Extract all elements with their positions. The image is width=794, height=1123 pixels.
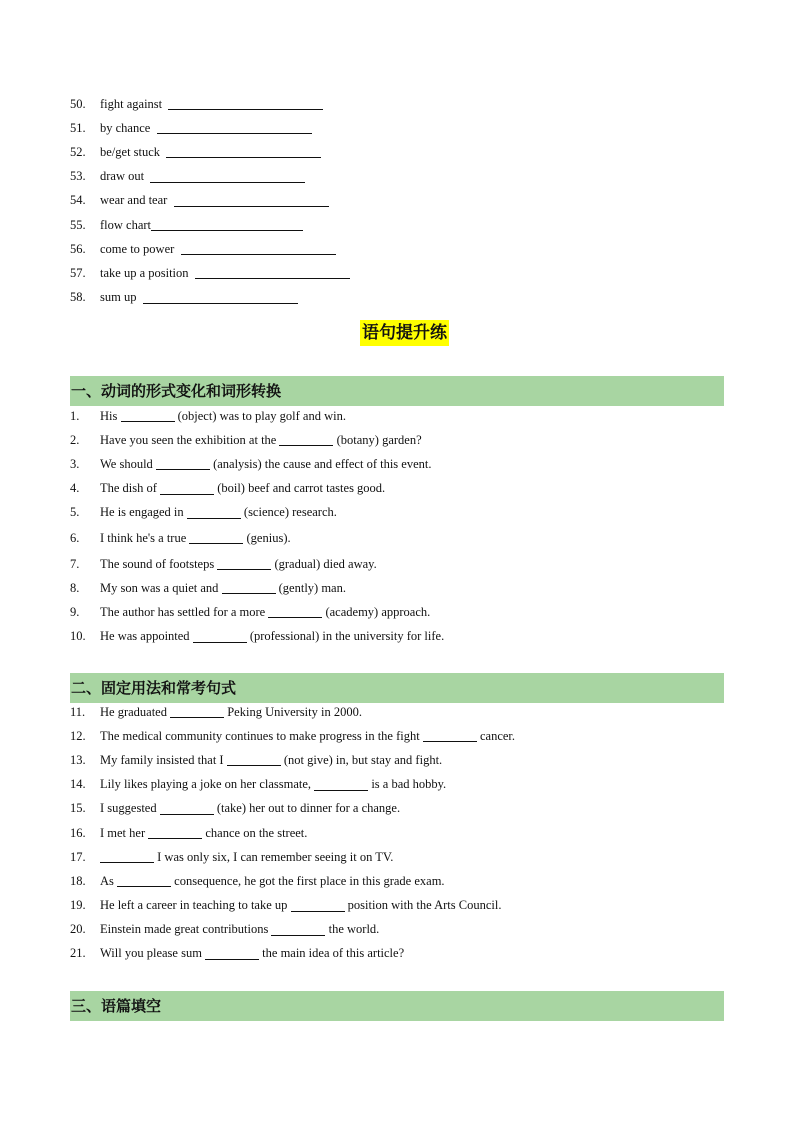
answer-blank[interactable] — [160, 803, 214, 815]
question-text-after: (take) her out to dinner for a change. — [213, 801, 401, 816]
question-number: 21. — [70, 946, 86, 961]
vocab-phrase: fight against — [100, 96, 169, 111]
answer-blank[interactable] — [222, 582, 276, 594]
section-heading: 一、动词的形式变化和词形转换 — [70, 376, 724, 406]
vocab-number: 56. — [70, 241, 86, 256]
question-text-after: Peking University in 2000. — [224, 704, 362, 719]
question-number: 14. — [70, 777, 86, 792]
question-text-after: (professional) in the university for life. — [246, 629, 445, 644]
question-number: 15. — [70, 801, 86, 816]
vocab-item — [70, 189, 730, 213]
vocab-phrase: by chance — [100, 120, 157, 135]
answer-blank[interactable] — [170, 706, 224, 718]
question-item — [70, 576, 730, 600]
question-list — [70, 700, 730, 966]
question-number: 4. — [70, 481, 80, 496]
question-text-after: position with the Arts Council. — [344, 898, 502, 913]
question-text-after: (genius). — [243, 530, 291, 545]
question-number: 2. — [70, 432, 80, 447]
question-number: 16. — [70, 825, 86, 840]
question-number: 8. — [70, 580, 80, 595]
vocab-item — [70, 116, 730, 140]
vocab-item — [70, 92, 730, 116]
question-number: 19. — [70, 898, 86, 913]
question-number: 17. — [70, 849, 86, 864]
vocab-phrase: flow chart — [100, 217, 152, 232]
question-item — [70, 797, 730, 821]
question-item — [70, 724, 730, 748]
question-number: 9. — [70, 604, 80, 619]
question-text-before: My family insisted that I — [100, 752, 227, 767]
question-number: 6. — [70, 530, 80, 545]
answer-blank[interactable] — [195, 267, 350, 279]
question-item — [70, 404, 730, 428]
question-text-before: He is engaged in — [100, 505, 187, 520]
question-text-after: (object) was to play golf and win. — [174, 408, 346, 423]
question-item — [70, 894, 730, 918]
answer-blank[interactable] — [205, 948, 259, 960]
vocab-number: 57. — [70, 265, 86, 280]
answer-blank[interactable] — [291, 900, 345, 912]
answer-blank[interactable] — [100, 851, 154, 863]
question-item — [70, 869, 730, 893]
answer-blank[interactable] — [150, 171, 305, 183]
answer-blank[interactable] — [157, 122, 312, 134]
question-text-after: the main idea of this article? — [259, 946, 405, 961]
answer-blank[interactable] — [156, 458, 210, 470]
question-number: 20. — [70, 922, 86, 937]
question-text-after: (gently) man. — [275, 580, 346, 595]
answer-blank[interactable] — [279, 434, 333, 446]
question-text-after: consequence, he got the first place in this grade exam. — [171, 873, 445, 888]
question-item — [70, 748, 730, 772]
question-number: 10. — [70, 629, 86, 644]
vocab-phrase: be/get stuck — [100, 144, 167, 159]
answer-blank[interactable] — [148, 827, 202, 839]
vocab-phrase: wear and tear — [100, 193, 174, 208]
question-number: 5. — [70, 505, 80, 520]
question-item — [70, 600, 730, 624]
answer-blank[interactable] — [160, 483, 214, 495]
question-text-before: The author has settled for a more — [100, 604, 269, 619]
vocab-number: 51. — [70, 120, 86, 135]
question-text-before: He was appointed — [100, 629, 193, 644]
vocab-item — [70, 213, 730, 237]
question-text-before: The medical community continues to make progress in the fight — [100, 728, 423, 743]
question-text-after: (botany) garden? — [333, 432, 422, 447]
question-text-before: He left a career in teaching to take up — [100, 898, 291, 913]
question-text-before: I think he's a true — [100, 530, 190, 545]
vocab-number: 52. — [70, 144, 86, 159]
question-number: 13. — [70, 752, 86, 767]
answer-blank[interactable] — [268, 606, 322, 618]
question-text-after: (gradual) died away. — [271, 556, 377, 571]
question-number: 11. — [70, 704, 86, 719]
vocab-number: 55. — [70, 217, 86, 232]
answer-blank[interactable] — [189, 532, 243, 544]
question-item — [70, 625, 730, 649]
section-heading: 三、语篇填空 — [70, 991, 724, 1021]
question-item — [70, 501, 730, 525]
question-text-before: We should — [100, 456, 156, 471]
vocab-item — [70, 286, 730, 310]
vocab-phrase: draw out — [100, 169, 151, 184]
answer-blank[interactable] — [227, 754, 281, 766]
question-list — [70, 404, 730, 649]
question-text-after: the world. — [325, 922, 380, 937]
question-item — [70, 452, 730, 476]
question-number: 12. — [70, 728, 86, 743]
question-item — [70, 845, 730, 869]
question-text-before: His — [100, 408, 121, 423]
question-text-before: I suggested — [100, 801, 160, 816]
answer-blank[interactable] — [181, 243, 336, 255]
answer-blank[interactable] — [271, 924, 325, 936]
question-text-before: I met her — [100, 825, 149, 840]
vocab-phrase: come to power — [100, 241, 181, 256]
question-text-before: The dish of — [100, 481, 161, 496]
answer-blank[interactable] — [121, 410, 175, 422]
vocab-number: 53. — [70, 169, 86, 184]
question-text-after: (not give) in, but stay and fight. — [280, 752, 443, 767]
question-number: 7. — [70, 556, 80, 571]
vocab-phrase: take up a position — [100, 265, 195, 280]
answer-blank[interactable] — [117, 875, 171, 887]
question-number: 3. — [70, 456, 80, 471]
question-text-after: (analysis) the cause and effect of this event. — [209, 456, 432, 471]
question-text-before: My son was a quiet and — [100, 580, 222, 595]
vocab-number: 54. — [70, 193, 86, 208]
question-text-before: Einstein made great contributions — [100, 922, 272, 937]
answer-blank[interactable] — [151, 219, 303, 231]
question-text-after: cancer. — [476, 728, 516, 743]
question-text-before: Will you please sum — [100, 946, 206, 961]
question-item — [70, 525, 730, 552]
question-text-after: chance on the street. — [202, 825, 308, 840]
page-title: 语句提升练 — [360, 320, 449, 346]
answer-blank[interactable] — [166, 146, 321, 158]
question-item — [70, 428, 730, 452]
answer-blank[interactable] — [187, 507, 241, 519]
question-number: 1. — [70, 408, 80, 423]
vocab-number: 58. — [70, 290, 86, 305]
answer-blank[interactable] — [423, 730, 477, 742]
question-text-before: Have you seen the exhibition at the — [100, 432, 280, 447]
question-text-before: Lily likes playing a joke on her classmate, — [100, 777, 315, 792]
question-item — [70, 821, 730, 845]
vocab-item — [70, 237, 730, 261]
vocab-number: 50. — [70, 96, 86, 111]
vocab-phrase: sum up — [100, 290, 143, 305]
question-text-after: I was only six, I can remember seeing it on TV. — [154, 849, 394, 864]
question-text-after: (science) research. — [240, 505, 337, 520]
question-item — [70, 700, 730, 724]
question-item — [70, 477, 730, 501]
question-text-before: He graduated — [100, 704, 171, 719]
vocab-item — [70, 165, 730, 189]
answer-blank[interactable] — [168, 98, 323, 110]
vocab-item — [70, 261, 730, 285]
section-heading: 二、固定用法和常考句式 — [70, 673, 724, 703]
question-text-before: The sound of footsteps — [100, 556, 218, 571]
answer-blank[interactable] — [174, 195, 329, 207]
answer-blank[interactable] — [193, 631, 247, 643]
answer-blank[interactable] — [314, 779, 368, 791]
answer-blank[interactable] — [217, 558, 271, 570]
question-text-after: is a bad hobby. — [368, 777, 447, 792]
question-item — [70, 552, 730, 576]
question-item — [70, 942, 730, 966]
question-number: 18. — [70, 873, 86, 888]
vocab-item — [70, 140, 730, 164]
vocabulary-list — [70, 92, 730, 310]
question-text-after: (boil) beef and carrot tastes good. — [214, 481, 386, 496]
question-item — [70, 918, 730, 942]
answer-blank[interactable] — [143, 292, 298, 304]
question-item — [70, 773, 730, 797]
question-text-after: (academy) approach. — [322, 604, 431, 619]
question-text-before: As — [100, 873, 118, 888]
